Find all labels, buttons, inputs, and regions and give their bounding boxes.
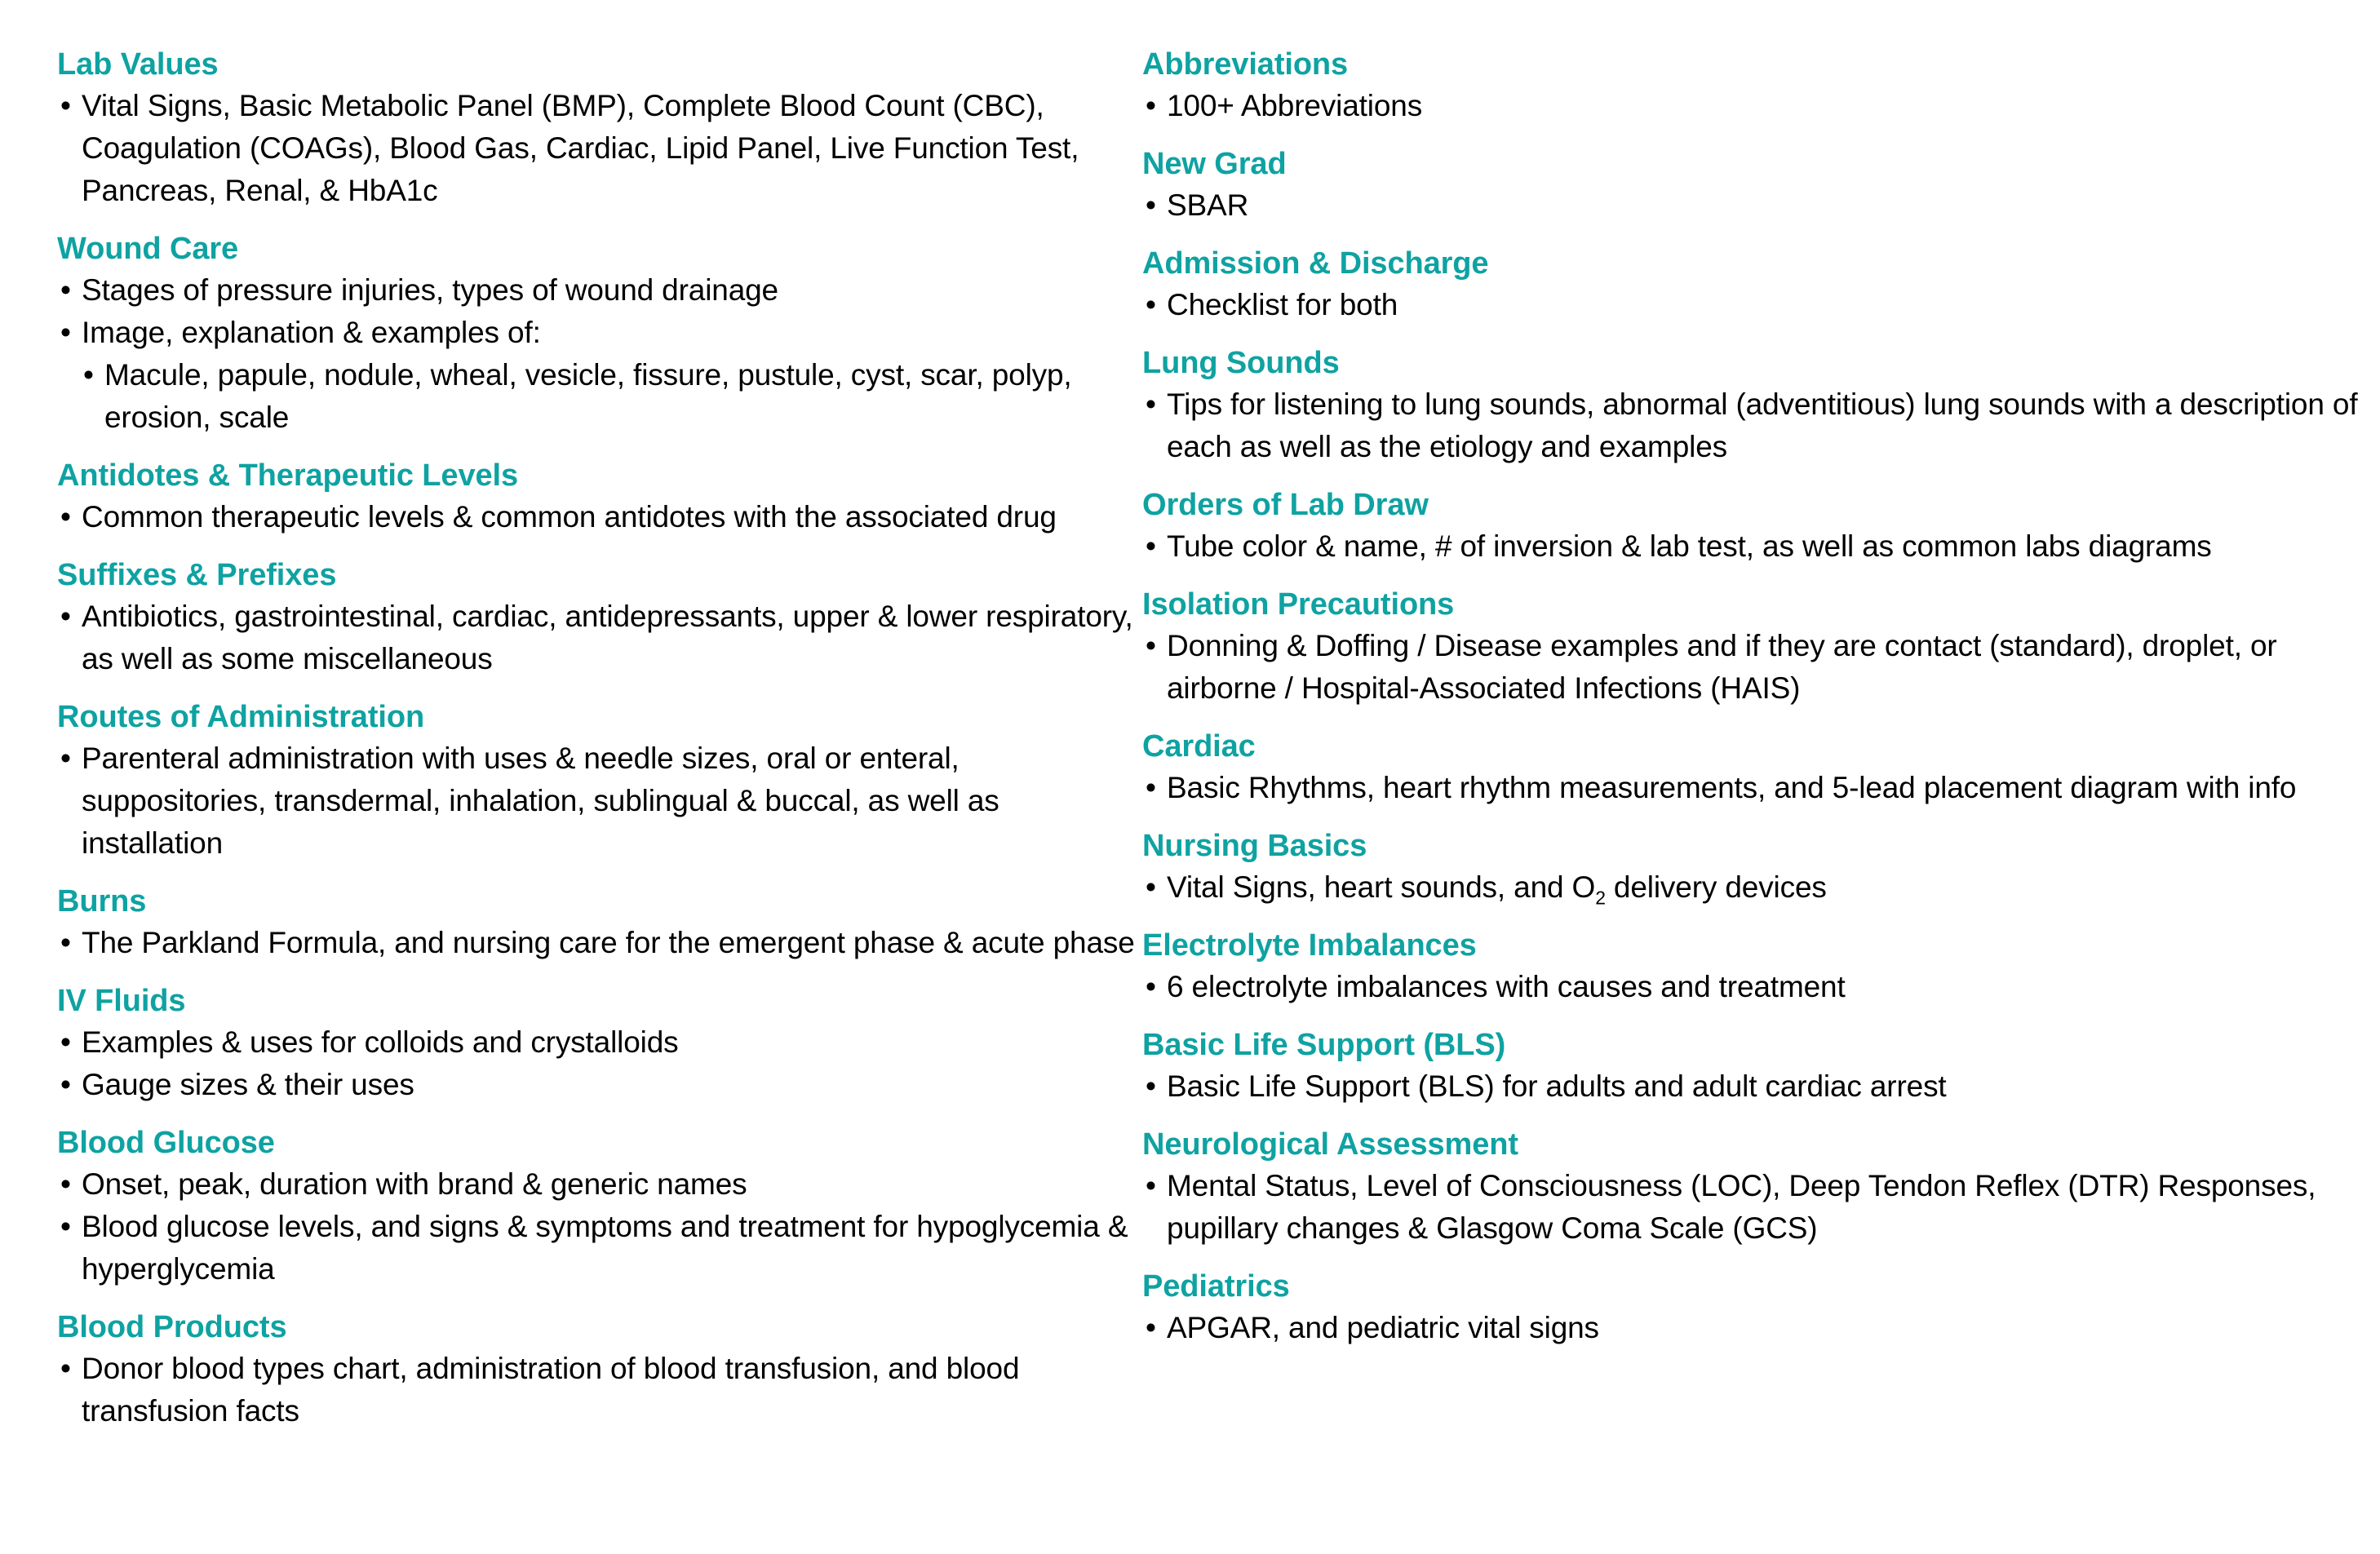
bullet-list [57,1163,1142,1291]
section-heading: Lung Sounds [1142,346,1340,380]
content-section [57,556,1142,680]
bullet-list [57,922,1142,964]
content-section [57,457,1142,538]
bullet-item: • Vital Signs, heart sounds, and $O_2$ delivery devices [1142,866,2366,909]
bullet-list [1142,284,2366,326]
content-section [57,230,1142,439]
bullet-list [57,85,1142,212]
section-heading: Blood Products [57,1310,287,1344]
bullet-list [1142,966,2366,1008]
bullet-item: • Image, explanation & examples of: [57,312,1142,354]
bullet-list [1142,866,2366,909]
bullet-item: • The Parkland Formula, and nursing care for the emergent phase & acute phase [57,922,1142,964]
bullet-list [57,496,1142,538]
section-heading: Suffixes & Prefixes [57,558,337,592]
bullet-item: • Tips for listening to lung sounds, abnormal (adventitious) lung sounds with a description of each as well as the etiology and examples [1142,383,2366,468]
content-section [1142,728,2366,809]
content-section [1142,1126,2366,1250]
bullet-list [1142,767,2366,809]
bullet-list [1142,1307,2366,1349]
section-heading: Isolation Precautions [1142,587,1455,622]
bullet-item: • Basic Rhythms, heart rhythm measurements, and 5-lead placement diagram with info [1142,767,2366,809]
bullet-list [1142,184,2366,227]
bullet-list [57,595,1142,680]
bullet-item: • Donning & Doffing / Disease examples and if they are contact (standard), droplet, or airborne / Hospital-Associated Infections (HAIS) [1142,625,2366,710]
content-section [1142,145,2366,227]
bullet-item: • Donor blood types chart, administration of blood transfusion, and blood transfusion facts [57,1348,1142,1432]
bullet-item: • Gauge sizes & their uses [57,1064,1142,1106]
bullet-item: • Common therapeutic levels & common antidotes with the associated drug [57,496,1142,538]
section-heading: Neurological Assessment [1142,1127,1518,1162]
bullet-item: • Tube color & name, # of inversion & lab test, as well as common labs diagrams [1142,525,2366,568]
bullet-item: • SBAR [1142,184,2366,227]
bullet-item: • APGAR, and pediatric vital signs [1142,1307,2366,1349]
bullet-item: • Stages of pressure injuries, types of wound drainage [57,269,1142,312]
bullet-item: • Vital Signs, Basic Metabolic Panel (BMP), Complete Blood Count (CBC), Coagulation (COAGs), Blood Gas, Cardiac, Lipid Panel, Live Function Test, Pancreas, Renal, & HbA1c [57,85,1142,212]
section-heading: Routes of Administration [57,700,425,734]
content-section [1142,827,2366,909]
bullet-item: • 6 electrolyte imbalances with causes and treatment [1142,966,2366,1008]
section-heading: Cardiac [1142,729,1256,764]
bullet-item: • Onset, peak, duration with brand & generic names [57,1163,1142,1206]
bullet-list [1142,85,2366,127]
bullet-list [1142,1165,2366,1250]
bullet-item: • Blood glucose levels, and signs & symptoms and treatment for hypoglycemia & hyperglycemia [57,1206,1142,1291]
section-heading: Admission & Discharge [1142,246,1489,281]
bullet-item: • Mental Status, Level of Consciousness (LOC), Deep Tendon Reflex (DTR) Responses, pupillary changes & Glasgow Coma Scale (GCS) [1142,1165,2366,1250]
content-section [1142,1026,2366,1108]
section-heading: Electrolyte Imbalances [1142,928,1477,963]
section-heading: Orders of Lab Draw [1142,488,1429,522]
bullet-list [1142,1065,2366,1108]
content-section [1142,46,2366,127]
bullet-list [1142,625,2366,710]
content-section [1142,245,2366,326]
section-heading: Blood Glucose [57,1126,275,1160]
section-heading: Nursing Basics [1142,829,1367,863]
section-heading: Lab Values [57,47,219,82]
section-heading: New Grad [1142,147,1287,181]
content-section [57,46,1142,212]
left-column [0,46,1142,1432]
bullet-list [1142,525,2366,568]
section-heading: Burns [57,884,147,919]
content-section [57,1124,1142,1291]
section-heading: Antidotes & Therapeutic Levels [57,458,519,493]
bullet-item: • Examples & uses for colloids and crystalloids [57,1021,1142,1064]
section-heading: Abbreviations [1142,47,1349,82]
bullet-item: • 100+ Abbreviations [1142,85,2366,127]
content-section [1142,586,2366,710]
content-section [1142,486,2366,568]
bullet-item: • Basic Life Support (BLS) for adults and adult cardiac arrest [1142,1065,2366,1108]
content-section [1142,927,2366,1008]
bullet-item: • Antibiotics, gastrointestinal, cardiac, antidepressants, upper & lower respiratory, as well as some miscellaneous [57,595,1142,680]
sub-bullet-item: • Macule, papule, nodule, wheal, vesicle, fissure, pustule, cyst, scar, polyp, erosion, scale [57,354,1142,439]
section-heading: Pediatrics [1142,1269,1290,1304]
bullet-list [1142,383,2366,468]
section-heading: Wound Care [57,232,239,266]
content-section [57,982,1142,1106]
content-section [1142,1268,2366,1349]
content-section [57,698,1142,865]
bullet-item: • Checklist for both [1142,284,2366,326]
content-section [57,883,1142,964]
bullet-item: • Parenteral administration with uses & needle sizes, oral or enteral, suppositories, transdermal, inhalation, sublingual & buccal, as well as installation [57,737,1142,865]
section-heading: Basic Life Support (BLS) [1142,1028,1506,1062]
bullet-list [57,1348,1142,1432]
right-column [1142,46,2366,1349]
bullet-list [57,1021,1142,1106]
content-section [57,1308,1142,1432]
bullet-list [57,737,1142,865]
content-section [1142,344,2366,468]
section-heading: IV Fluids [57,984,186,1018]
bullet-list [57,269,1142,439]
